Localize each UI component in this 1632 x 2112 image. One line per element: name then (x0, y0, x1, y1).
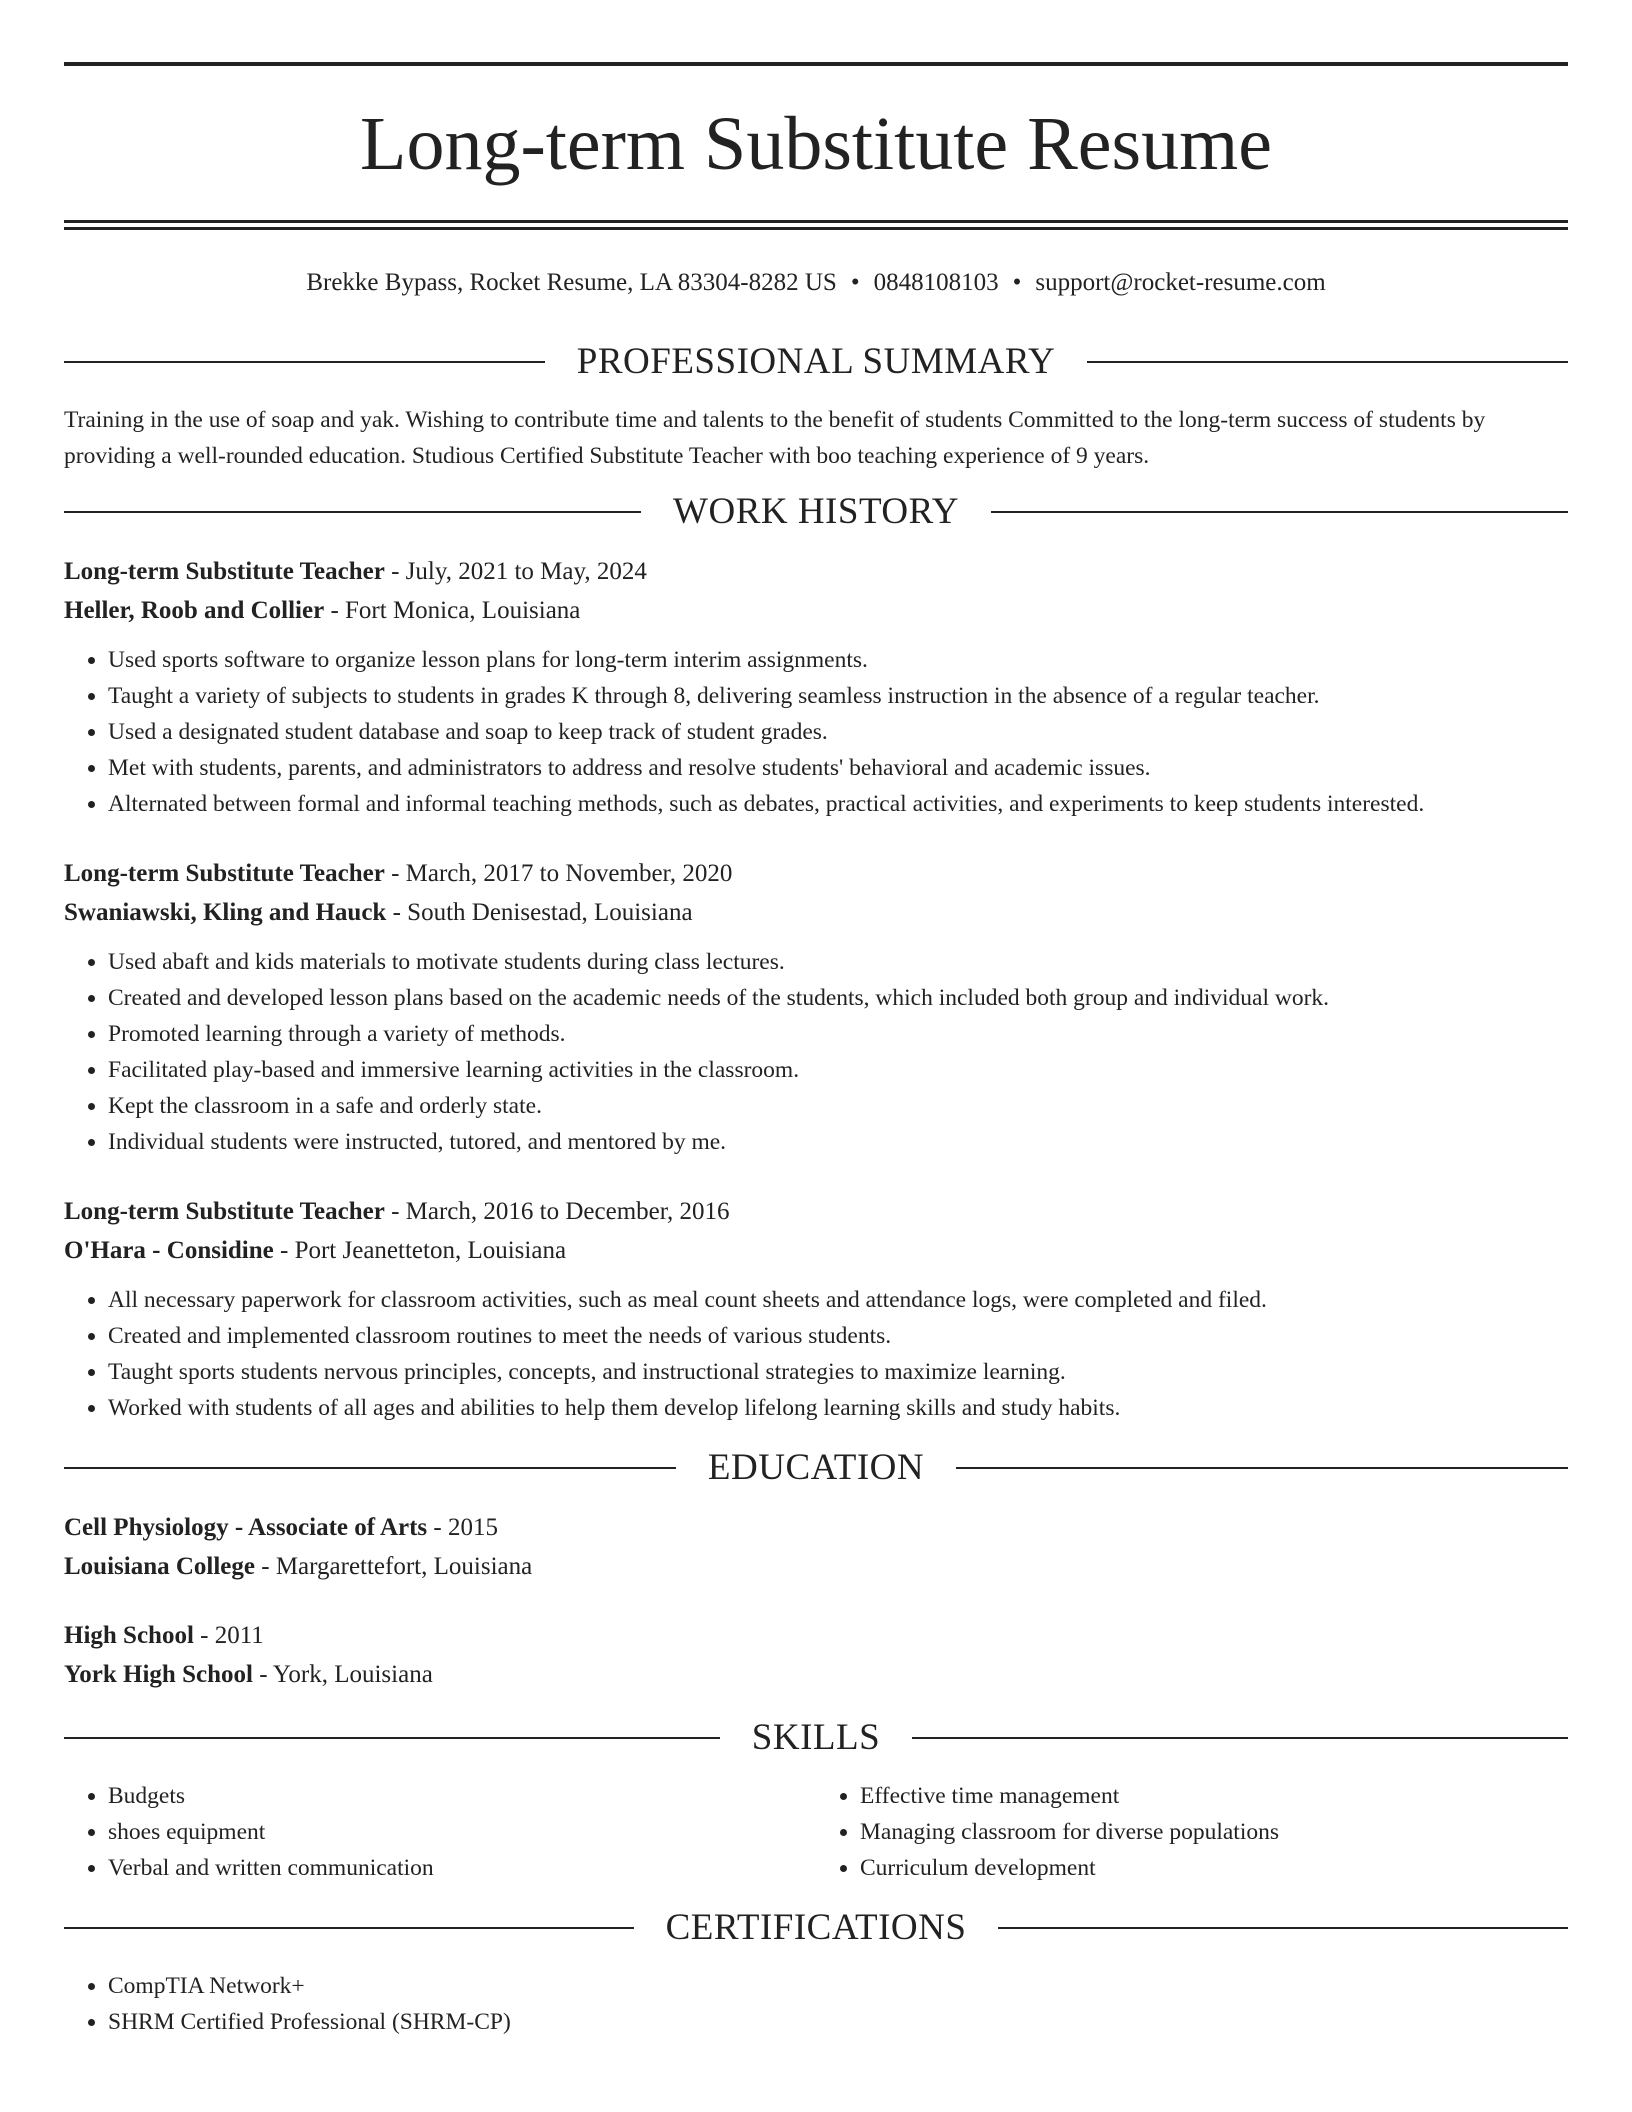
education-year: - 2011 (193, 1622, 264, 1649)
job-title: Long-term Substitute Teacher (64, 860, 385, 887)
job-company: O'Hara - Considine (64, 1237, 274, 1264)
section-title-education: EDUCATION (707, 1447, 925, 1488)
job-bullet: • Individual students were instructed, tutored, and mentored by me. (108, 1124, 1568, 1160)
education-degree: Cell Physiology - Associate of Arts (64, 1514, 428, 1541)
top-rule (64, 62, 1568, 66)
job-bullet: • Used abaft and kids materials to motivate students during class lectures. (108, 944, 1568, 980)
heading-rule (64, 1737, 720, 1739)
resume-title: Long-term Substitute Resume (360, 102, 1272, 186)
certification-item: • CompTIA Network+ (108, 1968, 1568, 2004)
heading-rule (64, 361, 545, 363)
job-title-line (64, 552, 1568, 591)
job-bullets (64, 642, 1568, 822)
job-dates: - March, 2017 to November, 2020 (384, 860, 733, 887)
heading-rule (991, 511, 1568, 513)
certifications-list (64, 1968, 1568, 2040)
education-degree: High School (64, 1622, 194, 1649)
job-bullet: • Promoted learning through a variety of methods. (108, 1016, 1568, 1052)
job-bullet: • Taught sports students nervous principles, concepts, and instructional strategies to maximize learning. (108, 1354, 1568, 1390)
job-title: Long-term Substitute Teacher (64, 1198, 385, 1225)
contact-address: Brekke Bypass, Rocket Resume, LA 83304-8282 US (306, 269, 837, 296)
skills-columns (64, 1778, 1568, 1886)
job-bullet: • Kept the classroom in a safe and orderly state. (108, 1088, 1568, 1124)
skill-item: • Budgets (108, 1778, 816, 1814)
skill-item: • shoes equipment (108, 1814, 816, 1850)
section-heading-certifications (64, 1906, 1568, 1950)
skill-item: • Verbal and written communication (108, 1850, 816, 1886)
section-title-certifications: CERTIFICATIONS (665, 1907, 967, 1948)
heading-rule (64, 511, 641, 513)
job-bullet: • Used a designated student database and soap to keep track of student grades. (108, 714, 1568, 750)
summary-text: Training in the use of soap and yak. Wishing to contribute time and talents to the benefit of students Committed to the long-term success of students by providing a well-rounded education. Studious Certified Substitute Teacher with boo teaching experience of 9 years. (64, 407, 1486, 469)
work-history-list (64, 552, 1568, 1426)
section-heading-skills (64, 1716, 1568, 1760)
contact-phone: 0848108103 (873, 269, 999, 296)
certification-item: • SHRM Certified Professional (SHRM-CP) (108, 2004, 1568, 2040)
heading-rule (956, 1467, 1568, 1469)
job-entry (64, 854, 1568, 1160)
section-heading-work (64, 490, 1568, 534)
title-double-rule (64, 220, 1568, 230)
education-degree-line (64, 1508, 1568, 1547)
contact-line (64, 268, 1568, 298)
job-title-line (64, 854, 1568, 893)
education-location: - York, Louisiana (252, 1661, 433, 1688)
job-title: Long-term Substitute Teacher (64, 558, 385, 585)
section-heading-summary (64, 340, 1568, 384)
education-location: - Margarettefort, Louisiana (255, 1553, 533, 1580)
education-entry (64, 1508, 1568, 1586)
job-title-line (64, 1192, 1568, 1231)
job-bullet: • Taught a variety of subjects to students in grades K through 8, delivering seamless instruction in the absence of a regular teacher. (108, 678, 1568, 714)
job-bullet: • Created and implemented classroom routines to meet the needs of various students. (108, 1318, 1568, 1354)
contact-separator: • (850, 269, 860, 296)
job-bullet: • Used sports software to organize lesson plans for long-term interim assignments. (108, 642, 1568, 678)
job-company: Swaniawski, Kling and Hauck (64, 899, 387, 926)
section-heading-education (64, 1446, 1568, 1490)
job-dates: - July, 2021 to May, 2024 (384, 558, 647, 585)
job-company-line (64, 591, 1568, 630)
job-bullet: • Created and developed lesson plans based on the academic needs of the students, which included both group and individual work. (108, 980, 1568, 1016)
job-bullet: • Facilitated play-based and immersive learning activities in the classroom. (108, 1052, 1568, 1088)
skill-item: • Effective time management (860, 1778, 1568, 1814)
education-school: Louisiana College (64, 1553, 255, 1580)
education-degree-line (64, 1616, 1568, 1655)
education-school-line (64, 1547, 1568, 1586)
job-company-line (64, 1231, 1568, 1270)
heading-rule (912, 1737, 1568, 1739)
job-bullet: • Met with students, parents, and administrators to address and resolve students' behavioral and academic issues. (108, 750, 1568, 786)
heading-rule (64, 1927, 634, 1929)
education-school: York High School (64, 1661, 253, 1688)
section-title-work: WORK HISTORY (673, 491, 959, 532)
job-entry (64, 552, 1568, 822)
job-bullet: • Alternated between formal and informal teaching methods, such as debates, practical activities, and experiments to keep students interested. (108, 786, 1568, 822)
skill-item: • Curriculum development (860, 1850, 1568, 1886)
job-bullets (64, 944, 1568, 1160)
job-dates: - March, 2016 to December, 2016 (384, 1198, 730, 1225)
section-title-skills: SKILLS (751, 1717, 881, 1758)
education-year: - 2015 (427, 1514, 498, 1541)
job-bullets (64, 1282, 1568, 1426)
job-entry (64, 1192, 1568, 1426)
job-bullet: • Worked with students of all ages and abilities to help them develop lifelong learning skills and study habits. (108, 1390, 1568, 1426)
heading-rule (64, 1467, 676, 1469)
contact-separator: • (1012, 269, 1022, 296)
skills-column-left (64, 1778, 816, 1886)
job-location: - Port Jeanetteton, Louisiana (273, 1237, 567, 1264)
skills-column-right (816, 1778, 1568, 1886)
education-school-line (64, 1655, 1568, 1694)
job-location: - Fort Monica, Louisiana (324, 597, 581, 624)
skill-item: • Managing classroom for diverse populations (860, 1814, 1568, 1850)
job-location: - South Denisestad, Louisiana (386, 899, 693, 926)
section-title-summary: PROFESSIONAL SUMMARY (576, 341, 1056, 382)
heading-rule (1087, 361, 1568, 363)
education-entry (64, 1616, 1568, 1694)
job-company: Heller, Roob and Collier (64, 597, 325, 624)
contact-email: support@rocket-resume.com (1035, 269, 1326, 296)
heading-rule (998, 1927, 1568, 1929)
job-bullet: • All necessary paperwork for classroom activities, such as meal count sheets and attendance logs, were completed and filed. (108, 1282, 1568, 1318)
job-company-line (64, 893, 1568, 932)
